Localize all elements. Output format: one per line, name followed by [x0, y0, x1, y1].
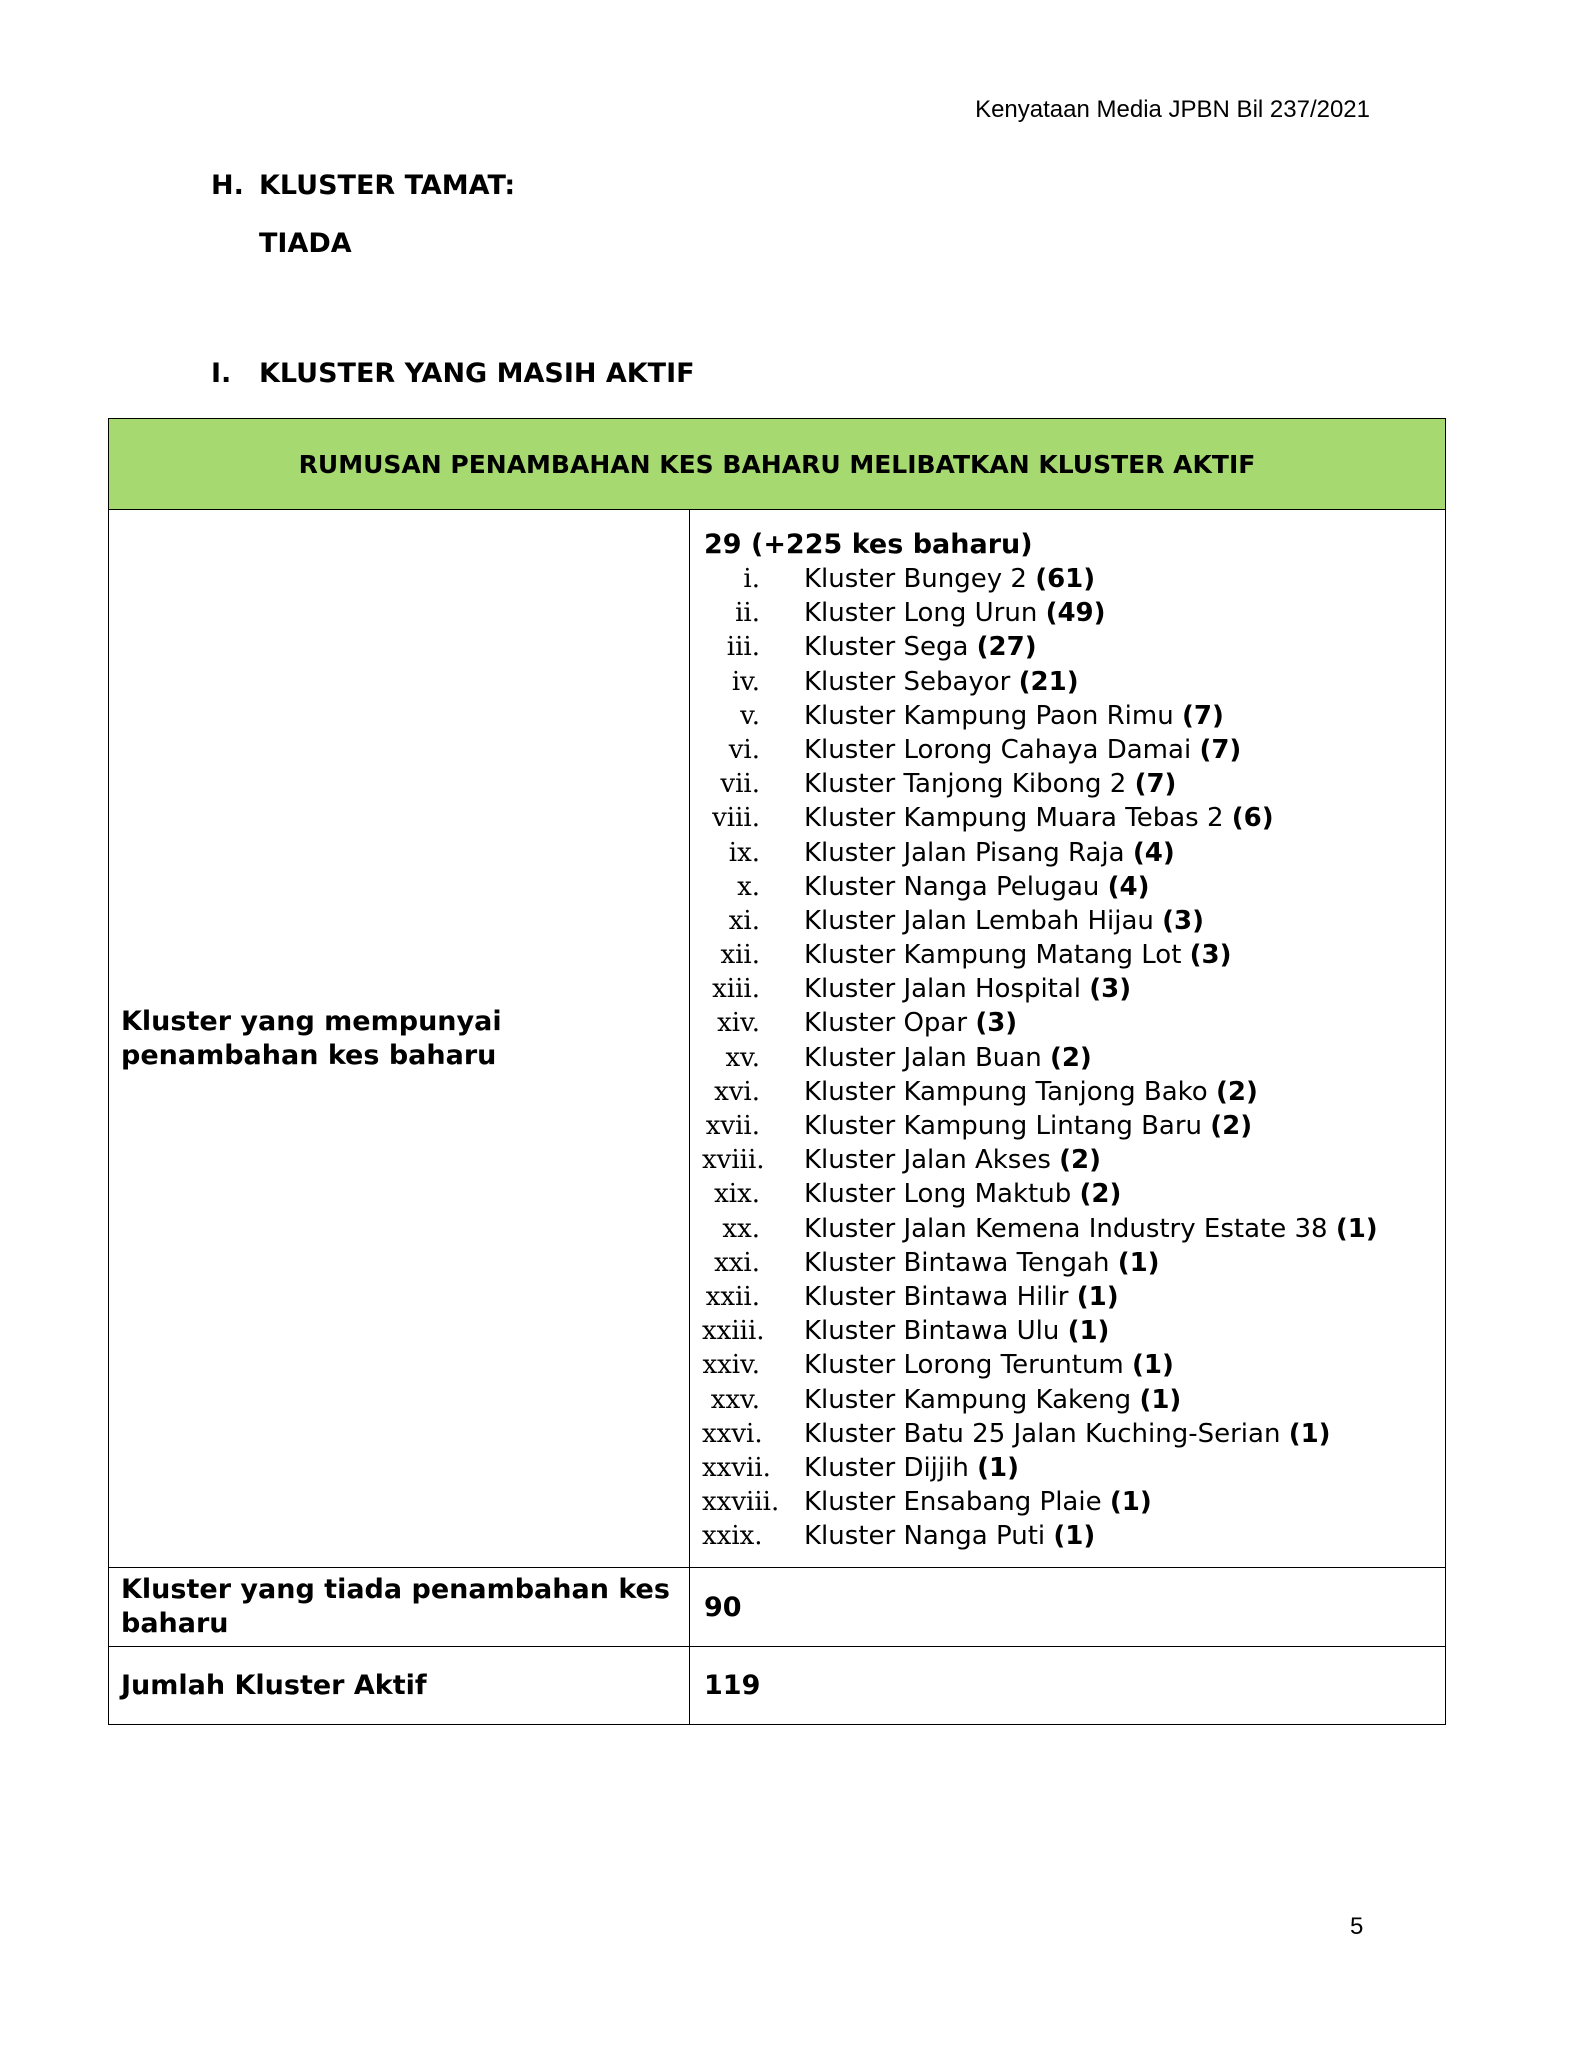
list-item — [702, 630, 1445, 664]
cluster-name: Kluster Nanga Pelugau — [804, 871, 1108, 902]
list-item-number: xiii. — [712, 974, 760, 1005]
table-row — [109, 1647, 1446, 1725]
cluster-name: Kluster Jalan Kemena Industry Estate 38 — [804, 1213, 1336, 1244]
list-item — [702, 1280, 1445, 1314]
cluster-name: Kluster Jalan Hospital — [804, 974, 1090, 1005]
list-item-number: xviii. — [702, 1145, 765, 1176]
cluster-name: Kluster Dijjih — [804, 1452, 978, 1483]
cluster-case-count: (2) — [1049, 1042, 1092, 1073]
cluster-name: Kluster Jalan Buan — [804, 1042, 1050, 1073]
list-item-text — [804, 630, 1037, 664]
page-number: 5 — [1350, 1913, 1364, 1940]
list-item-number: xxvii. — [702, 1452, 771, 1483]
list-item-text — [804, 1041, 1092, 1075]
list-item — [702, 1041, 1445, 1075]
cluster-name: Kluster Sega — [804, 632, 977, 663]
table-row — [109, 510, 1446, 1568]
cluster-case-count: (27) — [976, 632, 1037, 663]
cluster-name: Kluster Lorong Teruntum — [804, 1350, 1133, 1381]
cluster-case-count: (2) — [1210, 1111, 1253, 1141]
list-item-text — [804, 767, 1176, 801]
cluster-name: Kluster Lorong Cahaya Damai — [804, 734, 1200, 765]
list-item-text — [804, 1143, 1101, 1177]
cluster-name: Kluster Kampung Kakeng — [804, 1384, 1140, 1415]
list-item-text — [804, 562, 1095, 596]
list-item-text — [804, 1075, 1258, 1109]
cluster-case-count: (7) — [1199, 734, 1242, 765]
list-item-text — [804, 836, 1175, 870]
list-item-text — [804, 1280, 1119, 1314]
list-item-text — [804, 1212, 1378, 1246]
cluster-name: Kluster Batu 25 Jalan Kuching-Serian — [804, 1418, 1289, 1449]
list-item-number: x. — [737, 871, 760, 902]
list-item-number: i. — [743, 564, 760, 594]
cluster-case-count: (3) — [1162, 905, 1205, 936]
cluster-case-count: (1) — [1139, 1384, 1182, 1415]
cluster-name: Kluster Jalan Akses — [804, 1145, 1060, 1176]
cluster-case-count: (1) — [1117, 1247, 1160, 1278]
list-item-text — [804, 733, 1241, 767]
list-item-number: iv. — [731, 666, 760, 697]
cluster-name: Kluster Kampung Matang Lot — [804, 940, 1190, 971]
cluster-case-count: (1) — [1076, 1281, 1119, 1312]
table-row — [109, 1568, 1446, 1647]
list-item — [702, 699, 1445, 733]
list-item — [702, 870, 1445, 904]
list-item — [702, 596, 1445, 630]
cluster-case-count: (4) — [1132, 837, 1175, 868]
list-item-text — [804, 1417, 1331, 1451]
section-h-heading — [211, 170, 515, 201]
list-item-text — [804, 938, 1232, 972]
list-item-text — [804, 1177, 1121, 1211]
list-item-text — [804, 1314, 1109, 1348]
list-item — [702, 1348, 1445, 1382]
list-item — [702, 1383, 1445, 1417]
list-item-text — [804, 801, 1274, 835]
cluster-case-count: (2) — [1059, 1145, 1101, 1176]
list-item-text — [804, 1348, 1174, 1382]
list-item — [702, 1519, 1445, 1553]
no-new-cases-value: 90 — [690, 1568, 1446, 1647]
list-item-number: xii. — [720, 940, 760, 971]
list-item-number: xiv. — [717, 1008, 760, 1039]
cluster-case-count: (3) — [975, 1008, 1018, 1039]
cluster-case-count: (6) — [1231, 803, 1274, 834]
new-cases-total: 29 (+225 kes baharu) — [704, 529, 1033, 560]
list-item — [702, 1177, 1445, 1211]
cluster-name: Kluster Tanjong Kibong 2 — [804, 769, 1135, 800]
list-item-number: xix. — [714, 1179, 760, 1210]
total-active-value: 119 — [690, 1647, 1446, 1725]
list-item — [702, 733, 1445, 767]
cluster-case-count: (1) — [1067, 1316, 1110, 1347]
section-h-letter: H. — [211, 170, 244, 201]
section-i-letter: I. — [211, 358, 232, 389]
list-item — [702, 904, 1445, 938]
cluster-name: Kluster Opar — [804, 1008, 976, 1039]
list-item-number: xvii. — [705, 1111, 760, 1141]
cluster-case-count: (1) — [1109, 1487, 1152, 1518]
list-item — [702, 1246, 1445, 1280]
cluster-case-count: (49) — [1045, 598, 1106, 629]
cluster-case-count: (1) — [977, 1452, 1019, 1483]
list-item-number: xi. — [728, 905, 760, 936]
list-item — [702, 767, 1445, 801]
section-i-title: KLUSTER YANG MASIH AKTIF — [259, 358, 695, 389]
cluster-name: Kluster Bintawa Hilir — [804, 1281, 1077, 1312]
list-item — [702, 1314, 1445, 1348]
section-h-title: KLUSTER TAMAT: — [259, 170, 516, 201]
cluster-name: Kluster Long Urun — [804, 598, 1046, 629]
list-item — [702, 801, 1445, 835]
cluster-case-count: (7) — [1134, 769, 1177, 800]
cluster-name: Kluster Jalan Lembah Hijau — [804, 905, 1163, 936]
list-item-number: viii. — [712, 803, 760, 834]
list-item — [702, 1417, 1445, 1451]
cluster-name: Kluster Bungey 2 — [804, 564, 1036, 594]
cluster-list-cell — [690, 510, 1446, 1568]
list-item-number: xxv. — [710, 1384, 760, 1415]
list-item-text — [804, 1485, 1152, 1519]
cluster-name: Kluster Ensabang Plaie — [804, 1487, 1110, 1518]
list-item-number: v. — [740, 700, 760, 731]
cluster-list — [702, 562, 1445, 1553]
cluster-name: Kluster Bintawa Ulu — [804, 1316, 1068, 1347]
list-item-number: xxix. — [702, 1521, 763, 1552]
row-label-new-cases: Kluster yang mempunyai penambahan kes baharu — [109, 510, 690, 1568]
cluster-name: Kluster Jalan Pisang Raja — [804, 837, 1133, 868]
list-item — [702, 562, 1445, 596]
list-item-number: xxiv. — [702, 1350, 760, 1381]
cluster-case-count: (7) — [1181, 700, 1224, 731]
list-item — [702, 836, 1445, 870]
list-item-number: vi. — [728, 734, 760, 765]
row-label-no-new-cases: Kluster yang tiada penambahan kes baharu — [109, 1568, 690, 1647]
list-item-number: xx. — [722, 1213, 760, 1244]
list-item — [702, 1075, 1445, 1109]
cluster-case-count: (1) — [1053, 1521, 1096, 1552]
list-item-number: ii. — [735, 598, 760, 629]
list-item — [702, 665, 1445, 699]
table-header: RUMUSAN PENAMBAHAN KES BAHARU MELIBATKAN KLUSTER AKTIF — [109, 419, 1446, 510]
cluster-case-count: (2) — [1079, 1179, 1122, 1210]
active-cluster-summary-table — [108, 418, 1446, 1725]
table-header-row — [109, 419, 1446, 510]
list-item-number: xxii. — [705, 1281, 760, 1312]
list-item-text — [804, 699, 1224, 733]
cluster-case-count: (1) — [1132, 1350, 1174, 1381]
list-item — [702, 1485, 1445, 1519]
row-label-total-active: Jumlah Kluster Aktif — [109, 1647, 690, 1725]
list-item-number: vii. — [720, 769, 760, 800]
list-item-number: ix. — [728, 837, 760, 868]
cluster-case-count: (4) — [1107, 871, 1150, 902]
list-item-number: xxvi. — [702, 1418, 763, 1449]
list-item-text — [804, 972, 1131, 1006]
list-item-text — [804, 904, 1204, 938]
list-item — [702, 1212, 1445, 1246]
list-item-text — [804, 1383, 1181, 1417]
list-item — [702, 1006, 1445, 1040]
cluster-name: Kluster Kampung Muara Tebas 2 — [804, 803, 1232, 834]
list-item-number: xxiii. — [702, 1316, 765, 1347]
cluster-name: Kluster Kampung Tanjong Bako — [804, 1076, 1216, 1107]
list-item-text — [804, 1451, 1019, 1485]
cluster-name: Kluster Sebayor — [804, 666, 1019, 697]
list-item — [702, 938, 1445, 972]
list-item-number: xvi. — [714, 1076, 760, 1107]
list-item-text — [804, 1109, 1252, 1143]
cluster-case-count: (3) — [1189, 940, 1232, 971]
cluster-name: Kluster Nanga Puti — [804, 1521, 1054, 1552]
list-item — [702, 1451, 1445, 1485]
cluster-case-count: (2) — [1215, 1076, 1258, 1107]
cluster-case-count: (1) — [1335, 1213, 1378, 1244]
list-item — [702, 972, 1445, 1006]
cluster-case-count: (3) — [1089, 974, 1132, 1005]
section-h-body: TIADA — [259, 228, 352, 259]
list-item-number: xxi. — [714, 1247, 760, 1278]
cluster-case-count: (1) — [1288, 1418, 1331, 1449]
list-item-number: xv. — [725, 1042, 760, 1073]
cluster-name: Kluster Bintawa Tengah — [804, 1247, 1118, 1278]
cluster-case-count: (21) — [1018, 666, 1079, 697]
list-item-text — [804, 596, 1106, 630]
list-item-text — [804, 870, 1150, 904]
list-item-number: iii. — [726, 632, 760, 663]
cluster-name: Kluster Long Maktub — [804, 1179, 1080, 1210]
list-item-text — [804, 1006, 1017, 1040]
list-item-text — [804, 665, 1079, 699]
cluster-name: Kluster Kampung Lintang Baru — [804, 1111, 1211, 1141]
list-item-text — [804, 1519, 1095, 1553]
section-i-heading — [211, 358, 695, 389]
cluster-name: Kluster Kampung Paon Rimu — [804, 700, 1182, 731]
list-item — [702, 1143, 1445, 1177]
list-item-number: xxviii. — [702, 1487, 780, 1518]
list-item-text — [804, 1246, 1160, 1280]
document-reference: Kenyataan Media JPBN Bil 237/2021 — [975, 96, 1370, 123]
list-item — [702, 1109, 1445, 1143]
cluster-case-count: (61) — [1035, 564, 1096, 594]
